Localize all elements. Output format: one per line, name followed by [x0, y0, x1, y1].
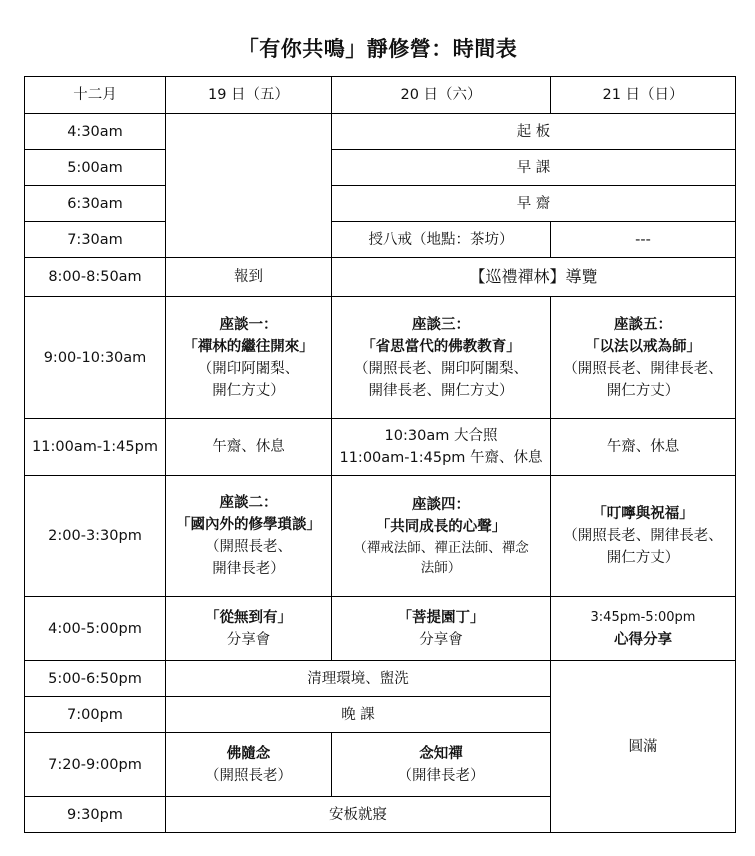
sharing-topic: 「從無到有」 — [205, 609, 292, 626]
day-20-header: 20 日（六） — [332, 77, 551, 114]
session-speakers: （開照長老、開律長老、 — [563, 528, 723, 544]
sharing-label: 分享會 — [419, 631, 463, 648]
session-topic: 「禪林的繼往開來」 — [183, 338, 314, 355]
sharing-label: 心得分享 — [614, 631, 672, 648]
table-row — [25, 258, 736, 297]
activity-cell: 清理環境、盥洗 — [166, 661, 551, 697]
table-row — [25, 114, 736, 150]
session-speakers: （開照長老、開印阿闍梨、 — [354, 360, 528, 377]
closing-cell: 圓滿 — [551, 661, 736, 833]
time-cell: 8:00-8:50am — [25, 258, 166, 297]
month-header: 十二月 — [25, 77, 166, 114]
time-cell: 11:00am-1:45pm — [25, 419, 166, 476]
time-cell: 6:30am — [25, 186, 166, 222]
practice-cell — [166, 733, 332, 797]
session-cell — [332, 297, 551, 419]
day-19-header: 19 日（五） — [166, 77, 332, 114]
table-row — [25, 150, 736, 186]
activity-cell: 【巡禮禪林】導覽 — [332, 258, 736, 297]
table-row — [25, 661, 736, 697]
session-label: 座談二： — [219, 495, 278, 511]
practice-teacher: （開律長老） — [397, 767, 485, 784]
activity-cell: 早 課 — [332, 150, 736, 186]
sharing-time: 3:45pm-5:00pm — [590, 609, 696, 625]
sharing-cell — [166, 597, 332, 661]
empty-cell — [166, 114, 332, 258]
activity-cell — [332, 419, 551, 476]
session-speakers: 開律長老） — [212, 561, 285, 577]
time-cell: 5:00am — [25, 150, 166, 186]
practice-cell — [332, 733, 551, 797]
sharing-label: 分享會 — [226, 631, 271, 648]
activity-cell: 早 齋 — [332, 186, 736, 222]
session-speakers: （開印阿闍梨、 — [197, 360, 300, 377]
session-cell — [551, 476, 736, 597]
practice-title: 念知禪 — [419, 745, 463, 762]
session-label: 座談一： — [219, 316, 278, 333]
time-cell: 7:00pm — [25, 697, 166, 733]
activity-cell: 晚 課 — [166, 697, 551, 733]
session-speakers: 開仁方丈） — [606, 550, 680, 566]
session-speakers: 開律長老、開仁方丈） — [368, 382, 514, 399]
session-speakers: （禪戒法師、禪正法師、禪念 — [353, 540, 529, 556]
session-speakers: （開照長老、開律長老、 — [563, 360, 723, 377]
table-row — [25, 222, 736, 258]
session-cell — [332, 476, 551, 597]
header-row — [25, 77, 736, 114]
session-topic: 「共同成長的心聲」 — [375, 519, 507, 535]
session-label: 座談三： — [412, 316, 470, 333]
session-speakers: 開仁方丈） — [212, 382, 285, 399]
activity-cell: 授八戒（地點：茶坊） — [332, 222, 551, 258]
time-cell: 9:00-10:30am — [25, 297, 166, 419]
schedule-table — [24, 76, 736, 833]
session-speakers: 開仁方丈） — [606, 382, 680, 399]
time-cell: 7:20-9:00pm — [25, 733, 166, 797]
session-cell — [166, 297, 332, 419]
session-topic: 「叮嚀與祝福」 — [592, 506, 694, 522]
page-title: 「有你共鳴」靜修營：時間表 — [237, 37, 518, 61]
photo-line: 10:30am 大合照 — [384, 428, 498, 444]
session-cell — [166, 476, 332, 597]
activity-cell: --- — [551, 222, 736, 258]
session-label: 座談四： — [412, 497, 470, 513]
table-row — [25, 597, 736, 661]
table-row — [25, 476, 736, 597]
time-cell: 7:30am — [25, 222, 166, 258]
table-row — [25, 297, 736, 419]
time-cell: 2:00-3:30pm — [25, 476, 166, 597]
activity-cell: 安板就寢 — [166, 797, 551, 833]
table-row — [25, 186, 736, 222]
session-cell — [551, 297, 736, 419]
activity-cell: 午齋、休息 — [166, 419, 332, 476]
practice-teacher: （開照長老） — [205, 767, 292, 784]
lunch-line: 11:00am-1:45pm 午齋、休息 — [339, 450, 543, 466]
session-topic: 「省思當代的佛教教育」 — [361, 338, 521, 355]
table-row — [25, 419, 736, 476]
time-cell: 9:30pm — [25, 797, 166, 833]
activity-cell: 報到 — [166, 258, 332, 297]
time-cell: 5:00-6:50pm — [25, 661, 166, 697]
session-label: 座談五： — [614, 316, 672, 333]
sharing-cell — [551, 597, 736, 661]
session-topic: 「國內外的修學瑣談」 — [176, 517, 321, 533]
practice-title: 佛隨念 — [226, 745, 271, 762]
session-speakers: （開照長老、 — [205, 539, 292, 555]
time-cell: 4:00-5:00pm — [25, 597, 166, 661]
activity-cell: 午齋、休息 — [551, 419, 736, 476]
time-cell: 4:30am — [25, 114, 166, 150]
session-topic: 「以法以戒為師」 — [585, 338, 701, 355]
sharing-topic: 「菩提園丁」 — [397, 609, 485, 626]
session-speakers: 法師） — [420, 560, 462, 576]
activity-cell: 起 板 — [332, 114, 736, 150]
sharing-cell — [332, 597, 551, 661]
day-21-header: 21 日（日） — [551, 77, 736, 114]
